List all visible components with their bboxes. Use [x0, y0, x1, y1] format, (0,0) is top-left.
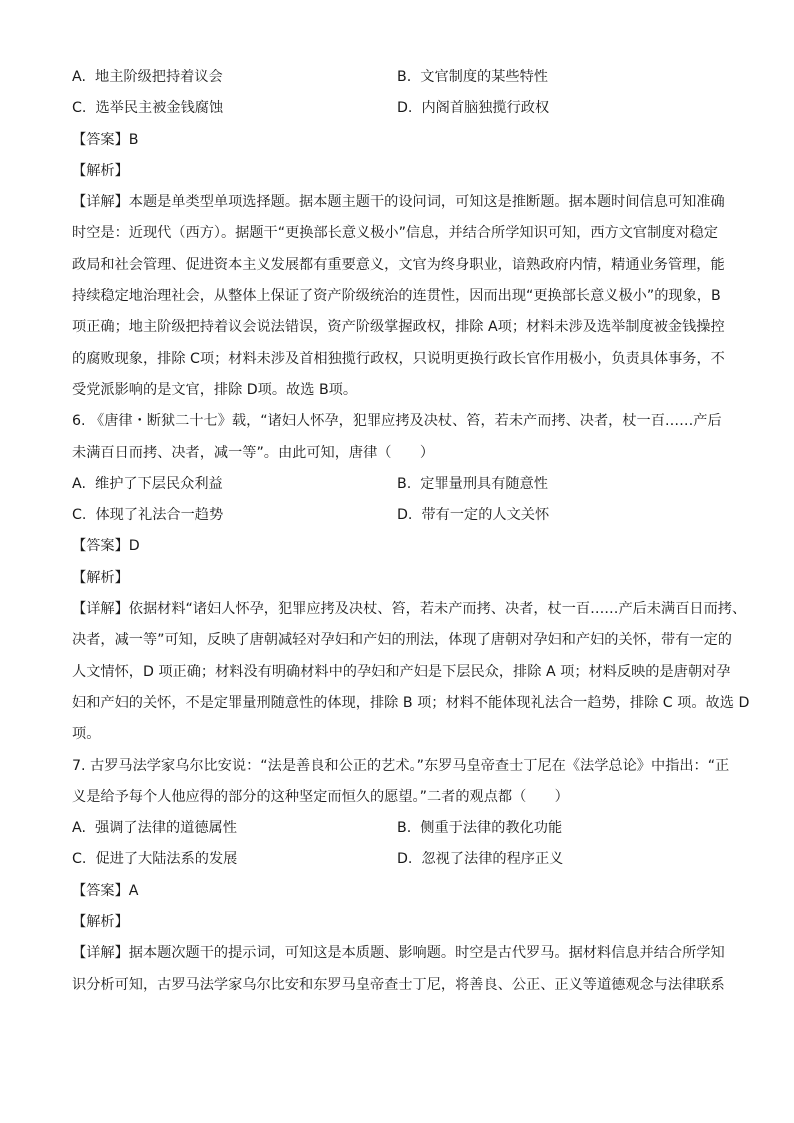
q5-options-row-1	[72, 62, 722, 93]
q5-options-row-2	[72, 93, 722, 124]
answer-value: A	[128, 882, 139, 899]
q5-detail-line-4: 持续稳定地治理社会，从整体上保证了资产阶级统治的连贯性，因而出现“更换部长意义极小”的现象，B	[72, 288, 721, 305]
q5-analysis-heading: 【解析】	[72, 162, 129, 179]
q6-detail-line-5: 项。	[72, 726, 101, 743]
q6-options-row-1	[72, 469, 722, 500]
q5-detail-line-1: 【详解】本题是单类型单项选择题。据本题主题干的设问词，可知这是推断题。据本题时间信息可知准确	[72, 194, 725, 211]
document-page	[72, 62, 750, 1001]
q5-option-d[interactable]: D. 内阁首脑独揽行政权	[397, 100, 550, 117]
q5-option-b[interactable]: B. 文官制度的某些特性	[397, 69, 548, 85]
q6-option-a[interactable]: A. 维护了下层民众利益	[72, 475, 223, 492]
answer-value: B	[128, 131, 139, 148]
detail-tag: 【详解】	[72, 194, 129, 211]
q7-option-c[interactable]: C. 促进了大陆法系的发展	[72, 851, 238, 868]
q7-options-row-2	[72, 844, 722, 875]
q5-detail-line-5: 项正确；地主阶级把持着议会说法错误，资产阶级掌握政权，排除 A项；材料未涉及选举制度被金钱操控	[72, 319, 725, 336]
q6-stem-line-2: 未满百日而拷、决者，减一等”。由此可知，唐律（ ）	[72, 444, 435, 461]
q7-detail-line-2: 识分析可知，古罗马法学家乌尔比安和东罗马皇帝查士丁尼，将善良、公正、正义等道德观念与法律联系	[72, 976, 725, 993]
q6-detail-line-2: 决者，减一等”可知，反映了唐朝减轻对孕妇和产妇的刑法，体现了唐朝对孕妇和产妇的关怀，带有一定的	[72, 632, 732, 649]
q5-option-a[interactable]: A. 地主阶级把持着议会	[72, 69, 223, 85]
q7-option-b[interactable]: B. 侧重于法律的教化功能	[397, 820, 563, 837]
q6-answer	[72, 531, 722, 562]
q6-option-c[interactable]: C. 体现了礼法合一趋势	[72, 507, 224, 524]
q6-stem-line-1: 6. 《唐律・断狱二十七》载，“诸妇人怀孕，犯罪应拷及决杖、笞，若未产而拷、决者，杖一百……产后	[72, 413, 722, 430]
q6-option-d[interactable]: D. 带有一定的人文关怀	[397, 507, 550, 524]
detail-tag: 【详解】	[72, 945, 129, 962]
answer-tag: 【答案】	[72, 882, 129, 899]
q6-detail-line-3: 人文情怀，D 项正确；材料没有明确材料中的孕妇和产妇是下层民众，排除 A 项；材料反映的是唐朝对孕	[72, 663, 731, 680]
q5-option-c[interactable]: C. 选举民主被金钱腐蚀	[72, 100, 224, 117]
q6-detail-line-1: 【详解】依据材料“诸妇人怀孕，犯罪应拷及决杖、笞，若未产而拷、决者，杖一百……产后未满百日而拷、	[72, 601, 747, 618]
q7-options-row-1	[72, 813, 722, 844]
q6-analysis-heading: 【解析】	[72, 569, 129, 586]
q7-stem-line-1: 7. 古罗马法学家乌尔比安说：“法是善良和公正的艺术。”东罗马皇帝查士丁尼在《法学总论》中指出：“正	[72, 757, 730, 774]
q7-stem-line-2: 义是给予每个人他应得的部分的这种坚定而恒久的愿望。”二者的观点都（ ）	[72, 788, 569, 805]
q5-detail-line-6: 的腐败现象，排除 C项；材料未涉及首相独揽行政权，只说明更换行政长官作用极小，负责具体事务，不	[72, 350, 725, 367]
q5-detail-line-3: 政局和社会管理、促进资本主义发展都有重要意义，文官为终身职业，谙熟政府内情，精通业务管理，能	[72, 256, 725, 273]
answer-value: D	[128, 538, 140, 555]
q7-answer	[72, 876, 722, 907]
q5-detail-line-7: 受党派影响的是文官，排除 D项。故选 B项。	[72, 381, 358, 398]
answer-tag: 【答案】	[72, 538, 129, 555]
q7-analysis-heading: 【解析】	[72, 914, 129, 931]
q5-detail-line-2: 时空是：近现代（西方）。据题干“更换部长意义极小”信息，并结合所学知识可知，西方文官制度对稳定	[72, 225, 719, 242]
q6-option-b[interactable]: B. 定罪量刑具有随意性	[397, 475, 548, 492]
answer-tag: 【答案】	[72, 131, 129, 148]
q7-option-d[interactable]: D. 忽视了法律的程序正义	[397, 851, 564, 868]
q6-detail-line-4: 妇和产妇的关怀，不是定罪量刑随意性的体现，排除 B 项；材料不能体现礼法合一趋势，排除 C 项。故选 D	[72, 694, 750, 711]
q7-option-a[interactable]: A. 强调了法律的道德属性	[72, 820, 237, 837]
q6-options-row-2	[72, 500, 722, 531]
q5-answer	[72, 125, 722, 156]
detail-tag: 【详解】	[72, 601, 129, 618]
q7-detail-line-1: 【详解】据本题次题干的提示词，可知这是本质题、影响题。时空是古代罗马。据材料信息并结合所学知	[72, 945, 725, 962]
